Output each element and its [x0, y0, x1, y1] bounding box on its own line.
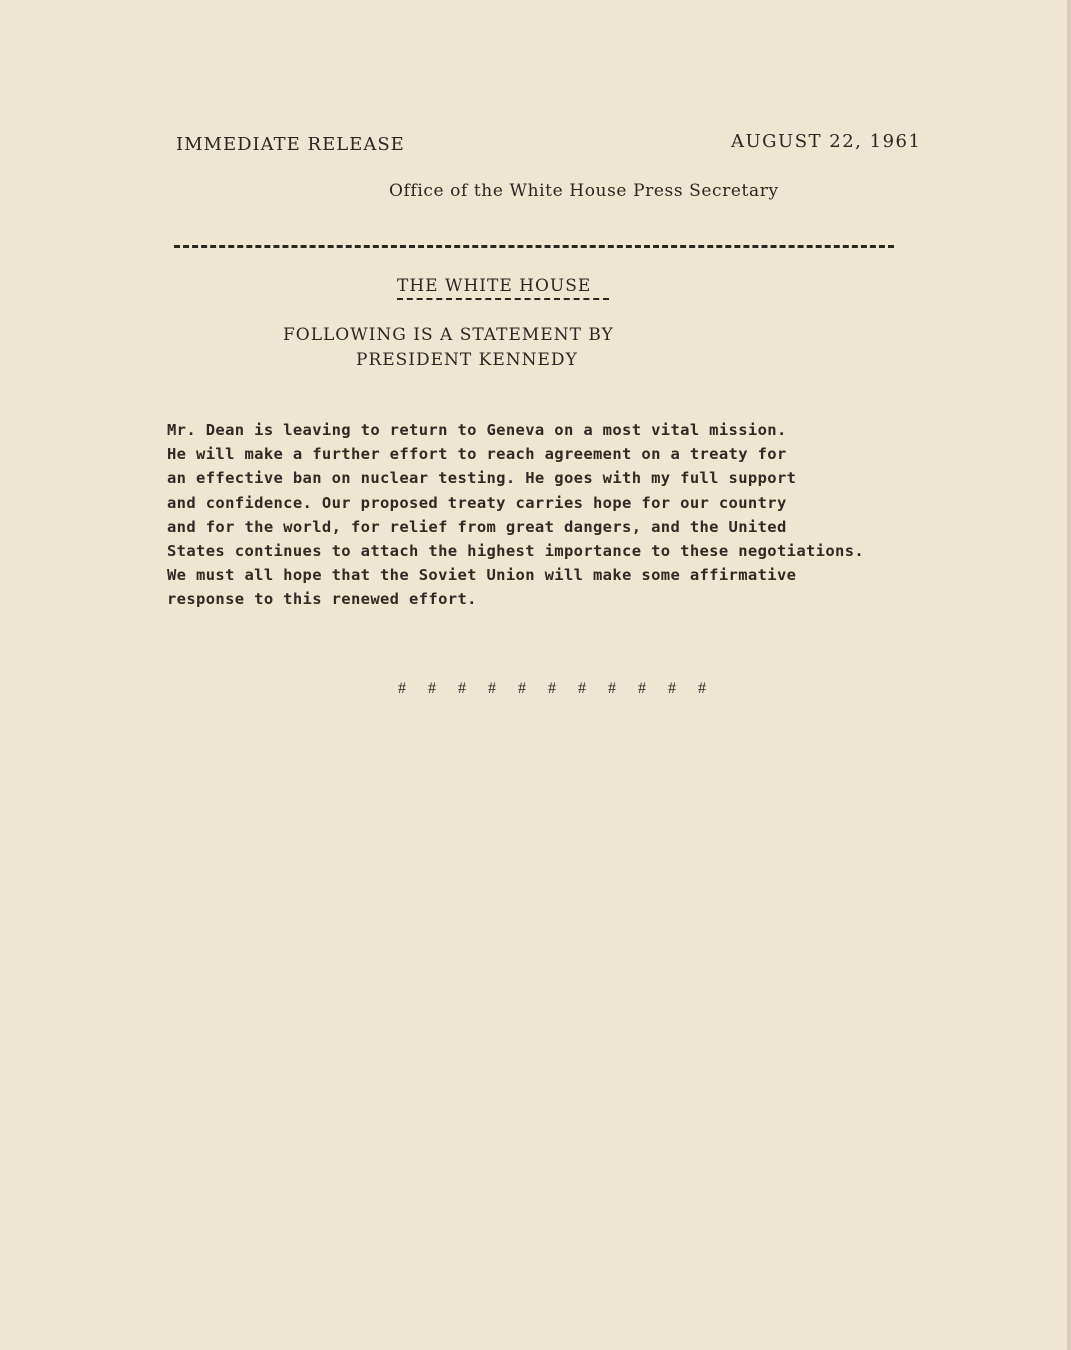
dashed-divider — [174, 245, 894, 248]
end-of-release-marks: # # # # # # # # # # # — [398, 680, 715, 697]
body-line: and for the world, for relief from great dangers, and the United — [167, 517, 787, 536]
body-line: and confidence. Our proposed treaty carries hope for our country — [167, 493, 787, 512]
document-title: THE WHITE HOUSE — [397, 276, 592, 296]
body-line: response to this renewed effort. — [167, 590, 477, 609]
office-line: Office of the White House Press Secretary — [389, 181, 779, 201]
body-line: We must all hope that the Soviet Union will make some affirmative — [167, 566, 797, 585]
release-label: IMMEDIATE RELEASE — [176, 134, 405, 155]
release-date: AUGUST 22, 1961 — [731, 131, 922, 152]
statement-heading-line-2: PRESIDENT KENNEDY — [356, 350, 578, 370]
statement-body — [167, 418, 947, 612]
page-edge-shadow — [1067, 0, 1071, 1350]
body-line: Mr. Dean is leaving to return to Geneva on a most vital mission. — [167, 421, 787, 439]
title-underline — [397, 298, 609, 300]
statement-heading-line-1: FOLLOWING IS A STATEMENT BY — [283, 325, 614, 345]
body-line: an effective ban on nuclear testing. He goes with my full support — [167, 469, 797, 488]
body-line: States continues to attach the highest importance to these negotiations. — [167, 542, 865, 561]
body-line: He will make a further effort to reach agreement on a treaty for — [167, 445, 787, 464]
